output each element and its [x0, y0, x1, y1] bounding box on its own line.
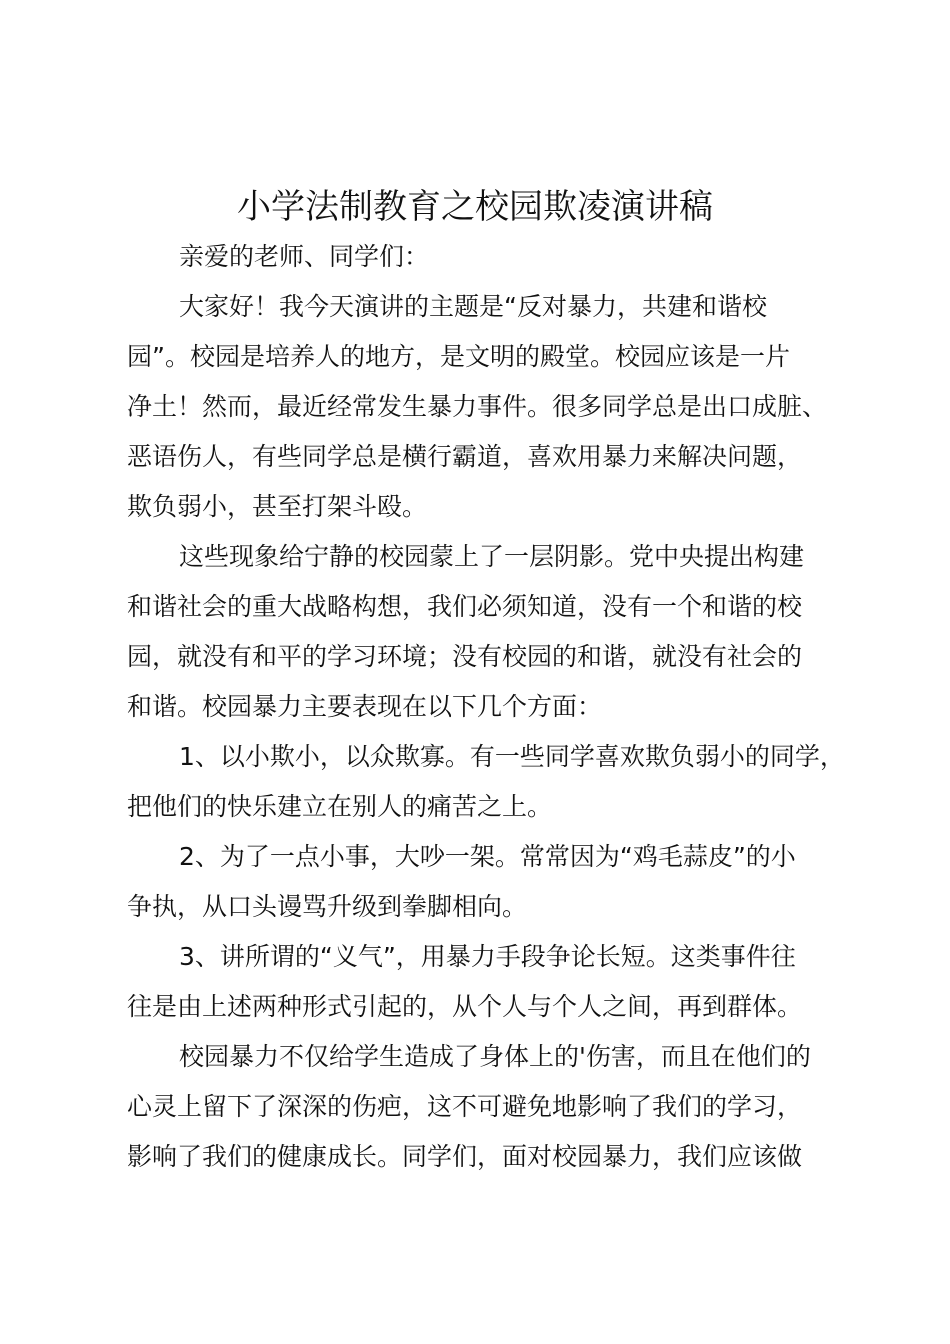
list-item-line: 2、为了一点小事，大吵一架。常常因为“鸡毛蒜皮”的小 [179, 842, 796, 871]
paragraph-line: 欺负弱小，甚至打架斗殴。 [127, 492, 428, 521]
paragraph-line: 和谐。校园暴力主要表现在以下几个方面： [127, 692, 603, 721]
paragraph-line: 恶语伤人，有些同学总是横行霸道，喜欢用暴力来解决问题， [127, 442, 803, 471]
paragraph-line: 园”。校园是培养人的地方，是文明的殿堂。校园应该是一片 [127, 342, 790, 371]
paragraph-line: 和谐社会的重大战略构想，我们必须知道，没有一个和谐的校 [127, 592, 803, 621]
paragraph-line: 影响了我们的健康成长。同学们，面对校园暴力，我们应该做 [127, 1142, 803, 1171]
paragraph-line: 大家好！我今天演讲的主题是“反对暴力，共建和谐校 [179, 292, 767, 321]
document-title: 小学法制教育之校园欺凌演讲稿 [237, 187, 713, 227]
list-item-line: 3、讲所谓的“义气”，用暴力手段争论长短。这类事件往 [179, 942, 796, 971]
salutation-line: 亲爱的老师、同学们： [179, 242, 430, 271]
document-body [127, 232, 863, 1182]
paragraph-line: 校园暴力不仅给学生造成了身体上的'伤害，而且在他们的 [179, 1042, 811, 1071]
paragraph-line: 心灵上留下了深深的伤疤，这不可避免地影响了我们的学习， [127, 1092, 803, 1121]
list-item-line: 1、以小欺小，以众欺寡。有一些同学喜欢欺负弱小的同学， [179, 742, 845, 771]
list-item-line: 争执，从口头谩骂升级到拳脚相向。 [127, 892, 528, 921]
paragraph-line: 园，就没有和平的学习环境；没有校园的和谐，就没有社会的 [127, 642, 803, 671]
list-item-line: 把他们的快乐建立在别人的痛苦之上。 [127, 792, 553, 821]
paragraph-line: 净土！然而，最近经常发生暴力事件。很多同学总是出口成脏、 [127, 392, 828, 421]
paragraph-line: 这些现象给宁静的校园蒙上了一层阴影。党中央提出构建 [179, 542, 805, 571]
list-item-line: 往是由上述两种形式引起的，从个人与个人之间，再到群体。 [127, 992, 803, 1021]
